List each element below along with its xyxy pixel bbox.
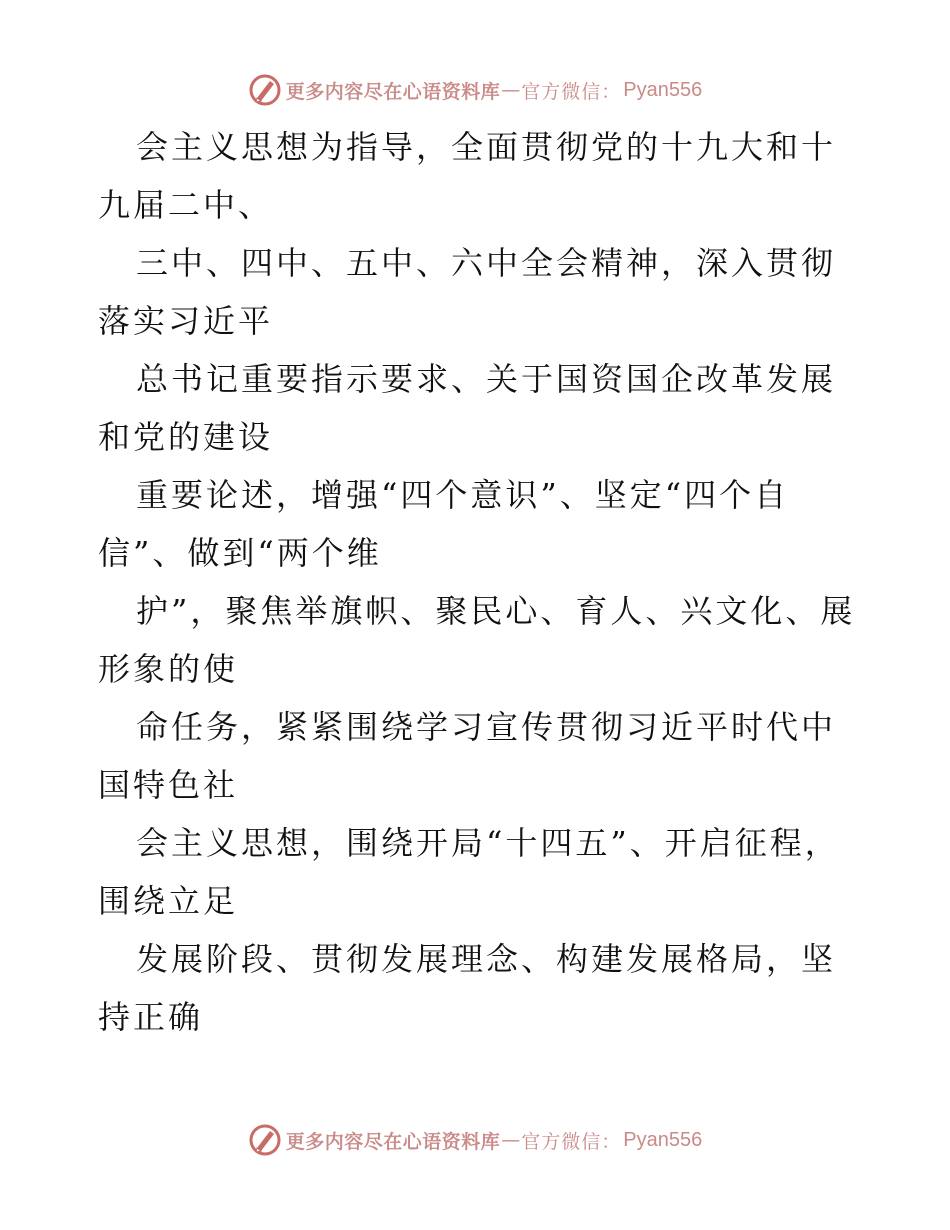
banner-wechat-label: 官方微信： [521, 1130, 622, 1153]
footer-watermark-banner [0, 1120, 950, 1160]
paragraph-2: 三中、四中、五中、六中全会精神，深入贯彻落实习近平 [98, 244, 837, 340]
banner-wechat-id: Pyan556 [623, 78, 703, 101]
paragraph-4: 重要论述，增强“四个意识”、坚定“四个自信”、做到“两个维 [98, 476, 790, 572]
document-body [98, 118, 858, 1046]
banner-wechat-label: 官方微信： [521, 80, 622, 103]
paragraph-7: 会主义思想，围绕开局“十四五”、开启征程，围绕立足 [98, 824, 840, 920]
banner-main-text: 更多内容尽在心语资料库 [285, 80, 501, 103]
paragraph-1: 会主义思想为指导，全面贯彻党的十九大和十九届二中、 [98, 128, 837, 224]
banner-separator: — [501, 79, 521, 101]
pen-logo-icon [248, 1123, 282, 1157]
banner-separator: — [501, 1129, 521, 1151]
paragraph-3: 总书记重要指示要求、关于国资国企改革发展和党的建设 [98, 360, 837, 456]
header-watermark-banner [0, 70, 950, 110]
banner-wechat-id: Pyan556 [623, 1128, 703, 1151]
banner-main-text: 更多内容尽在心语资料库 [285, 1130, 501, 1153]
paragraph-5: 护”，聚焦举旗帜、聚民心、育人、兴文化、展形象的使 [98, 592, 856, 688]
pen-logo-icon [248, 73, 282, 107]
paragraph-8: 发展阶段、贯彻发展理念、构建发展格局，坚持正确 [98, 940, 837, 1036]
paragraph-6: 命任务，紧紧围绕学习宣传贯彻习近平时代中国特色社 [98, 708, 837, 804]
